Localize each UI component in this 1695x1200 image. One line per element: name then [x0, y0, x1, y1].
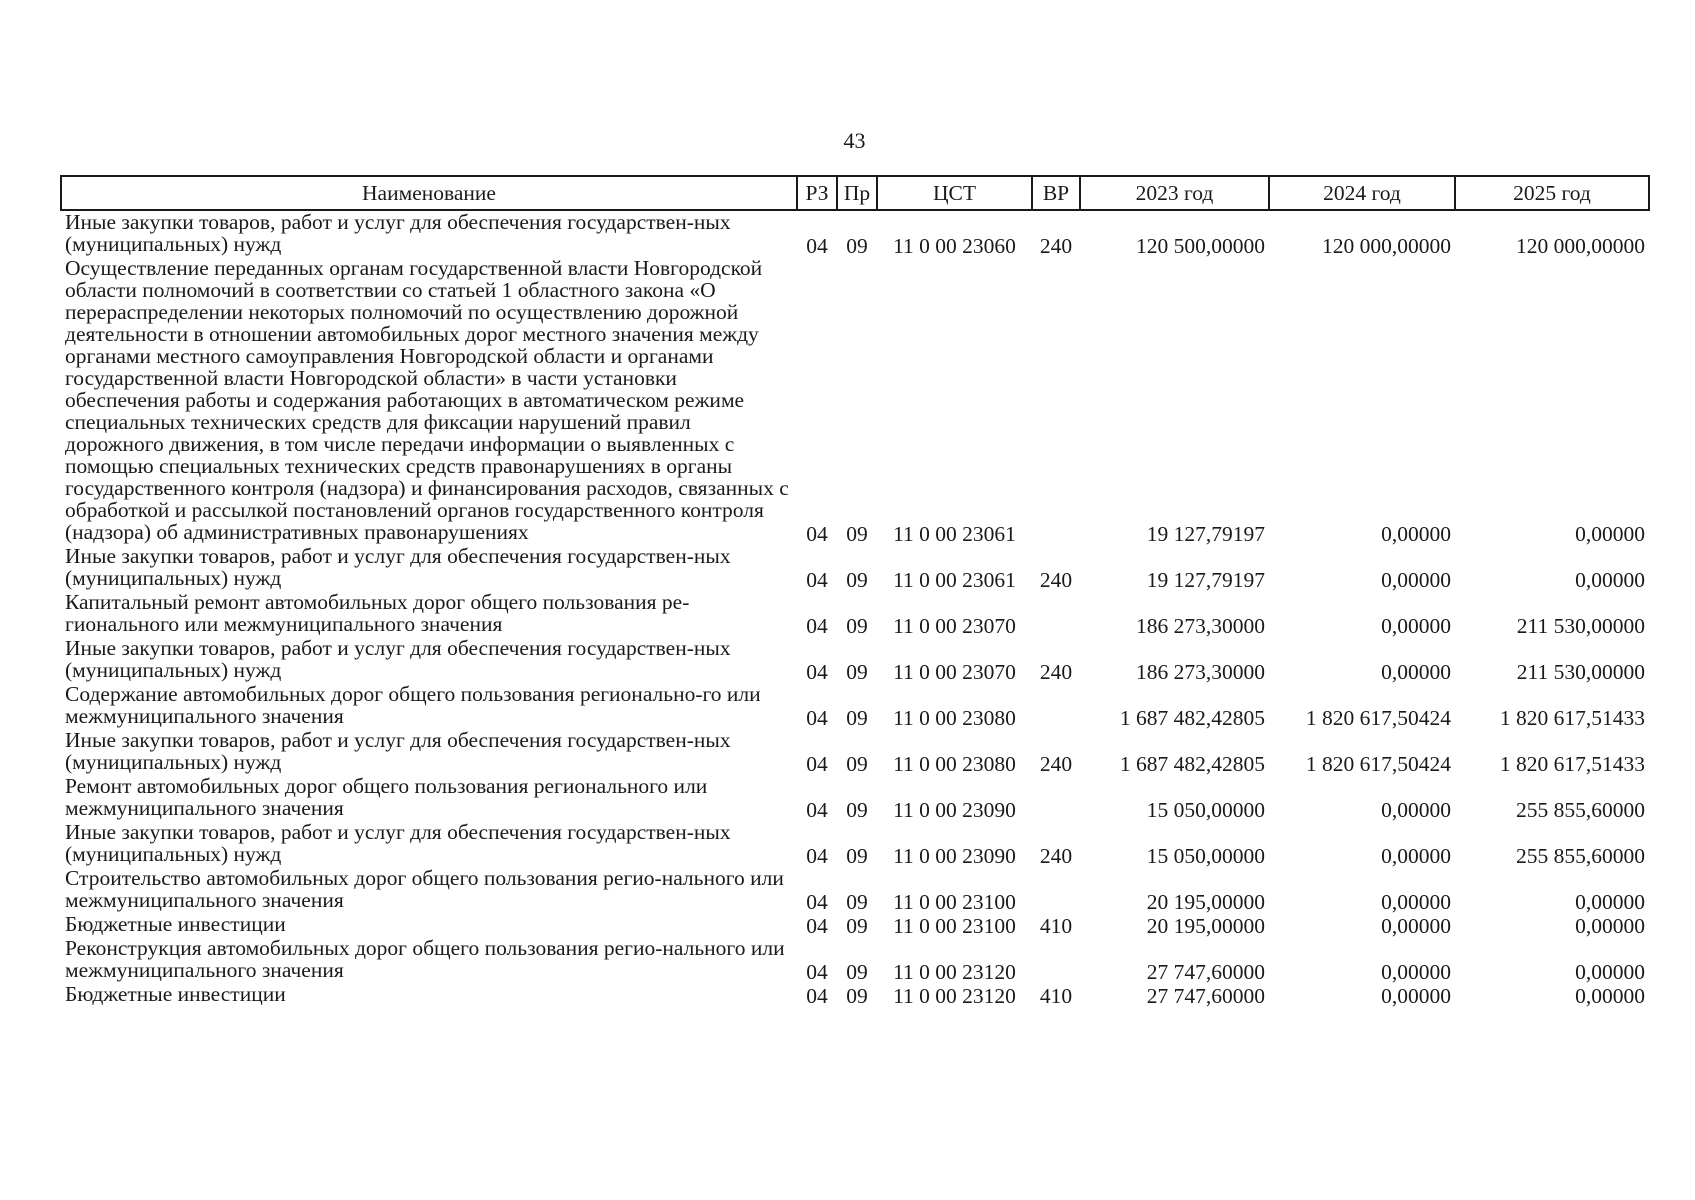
row-cst: 11 0 00 23100: [893, 890, 1016, 914]
row-pr: 09: [846, 522, 868, 546]
row-cst: 11 0 00 23100: [893, 914, 1016, 938]
row-pr: 09: [846, 798, 868, 822]
header-2024: 2024 год: [1269, 176, 1455, 210]
row-name: Строительство автомобильных дорог общего пользования регио-нального или межмуниципального значения: [65, 866, 784, 912]
row-value-2025: 0,00000: [1575, 960, 1645, 984]
row-rz: 04: [806, 522, 828, 546]
row-pr: 09: [846, 844, 868, 868]
row-pr: 09: [846, 614, 868, 638]
row-vr: 240: [1039, 844, 1073, 868]
row-rz: 04: [806, 752, 828, 776]
row-rz: 04: [806, 914, 828, 938]
table-header-row: [61, 176, 1649, 210]
row-value-2024: 0,00000: [1381, 660, 1451, 684]
row-value-2023: 19 127,79197: [1146, 568, 1265, 592]
row-name: Капитальный ремонт автомобильных дорог общего пользования ре-гионального или межмуниципального значения: [65, 590, 690, 636]
row-vr: [1032, 867, 1080, 913]
row-name: Ремонт автомобильных дорог общего пользования регионального или межмуниципального значения: [65, 774, 708, 820]
row-value-2024: 0,00000: [1381, 798, 1451, 822]
header-2025: 2025 год: [1455, 176, 1649, 210]
row-rz: 04: [806, 234, 828, 258]
row-pr: 09: [846, 960, 868, 984]
row-vr: 410: [1039, 914, 1073, 938]
row-value-2024: 1 820 617,50424: [1305, 706, 1451, 730]
row-value-2024: 1 820 617,50424: [1305, 752, 1451, 776]
table-row: [61, 729, 1649, 775]
row-value-2023: 15 050,00000: [1146, 798, 1265, 822]
row-value-2023: 19 127,79197: [1146, 522, 1265, 546]
row-value-2023: 27 747,60000: [1146, 960, 1265, 984]
table-row: [61, 821, 1649, 867]
row-vr: 240: [1039, 752, 1073, 776]
row-value-2024: 0,00000: [1381, 914, 1451, 938]
table-row: [61, 683, 1649, 729]
row-vr: 240: [1039, 234, 1073, 258]
row-value-2023: 186 273,30000: [1136, 614, 1265, 638]
row-value-2024: 0,00000: [1381, 568, 1451, 592]
row-value-2025: 0,00000: [1575, 890, 1645, 914]
row-value-2024: 0,00000: [1381, 960, 1451, 984]
row-value-2024: 0,00000: [1381, 614, 1451, 638]
row-vr: 410: [1039, 984, 1073, 1008]
row-name: Реконструкция автомобильных дорог общего пользования регио-нального или межмуниципального значения: [65, 936, 785, 982]
row-name: Иные закупки товаров, работ и услуг для обеспечения государствен-ных (муниципальных) нужд: [65, 636, 731, 682]
row-name: Содержание автомобильных дорог общего пользования регионально-го или межмуниципального значения: [65, 682, 761, 728]
row-rz: 04: [806, 960, 828, 984]
row-value-2025: 0,00000: [1575, 568, 1645, 592]
row-pr: 09: [846, 984, 868, 1008]
table-row: [61, 257, 1649, 545]
row-cst: 11 0 00 23080: [893, 752, 1016, 776]
row-rz: 04: [806, 660, 828, 684]
table-body: [61, 210, 1649, 1007]
row-value-2023: 1 687 482,42805: [1119, 706, 1265, 730]
row-value-2025: 120 000,00000: [1516, 234, 1645, 258]
header-pr: Пр: [837, 176, 877, 210]
row-name: Осуществление переданных органам государственной власти Новгородской области полномочий в соответствии со статьей 1 областного закона «О перераспределении некоторых полномочий по осуществлению дорожной деятельности в отношении автомобильных дорог местного значения между органами местного самоуправления Новгородской области и органами государственной власти Новгородской области» в части установки обеспечения работы и содержания работающих в автоматическом режиме специальных технических средств для фиксации нарушений правил дорожного движения, в том числе передачи информации о выявленных с помощью специальных технических средств правонарушениях в органы государственного контроля (надзора) и финансирования расходов, связанных с обработкой и рассылкой постановлений органов государственного контроля (надзора) об административных правонарушениях: [65, 256, 789, 544]
row-vr: 240: [1039, 660, 1073, 684]
row-cst: 11 0 00 23120: [893, 960, 1016, 984]
row-name: Иные закупки товаров, работ и услуг для обеспечения государствен-ных (муниципальных) нужд: [65, 820, 731, 866]
row-cst: 11 0 00 23061: [893, 522, 1016, 546]
row-value-2024: 120 000,00000: [1322, 234, 1451, 258]
row-rz: 04: [806, 614, 828, 638]
row-rz: 04: [806, 706, 828, 730]
row-value-2023: 186 273,30000: [1136, 660, 1265, 684]
row-value-2023: 27 747,60000: [1146, 984, 1265, 1008]
table-row: [61, 775, 1649, 821]
row-pr: 09: [846, 234, 868, 258]
row-value-2025: 255 855,60000: [1516, 798, 1645, 822]
row-value-2023: 120 500,00000: [1136, 234, 1265, 258]
row-vr: [1032, 257, 1080, 545]
row-value-2024: 0,00000: [1381, 522, 1451, 546]
row-rz: 04: [806, 798, 828, 822]
row-cst: 11 0 00 23090: [893, 844, 1016, 868]
row-pr: 09: [846, 568, 868, 592]
table-row: [61, 983, 1649, 1007]
row-name: Бюджетные инвестиции: [65, 912, 286, 936]
row-rz: 04: [806, 890, 828, 914]
row-value-2023: 20 195,00000: [1146, 890, 1265, 914]
row-value-2025: 0,00000: [1575, 522, 1645, 546]
row-cst: 11 0 00 23060: [893, 234, 1016, 258]
row-vr: [1032, 591, 1080, 637]
table-row: [61, 937, 1649, 983]
row-value-2023: 20 195,00000: [1146, 914, 1265, 938]
row-value-2025: 0,00000: [1575, 984, 1645, 1008]
row-value-2023: 15 050,00000: [1146, 844, 1265, 868]
row-pr: 09: [846, 752, 868, 776]
row-value-2024: 0,00000: [1381, 984, 1451, 1008]
row-value-2025: 0,00000: [1575, 914, 1645, 938]
page-number: 43: [843, 128, 866, 153]
header-cst: ЦСТ: [877, 176, 1032, 210]
row-vr: 240: [1039, 568, 1073, 592]
row-pr: 09: [846, 660, 868, 684]
row-cst: 11 0 00 23080: [893, 706, 1016, 730]
row-name: Иные закупки товаров, работ и услуг для обеспечения государствен-ных (муниципальных) нужд: [65, 544, 731, 590]
row-vr: [1032, 683, 1080, 729]
row-vr: [1032, 775, 1080, 821]
header-name: Наименование: [61, 176, 797, 210]
row-pr: 09: [846, 890, 868, 914]
row-cst: 11 0 00 23070: [893, 614, 1016, 638]
row-value-2025: 1 820 617,51433: [1499, 752, 1645, 776]
table-row: [61, 210, 1649, 257]
table-row: [61, 867, 1649, 913]
row-name: Иные закупки товаров, работ и услуг для обеспечения государствен-ных (муниципальных) нужд: [65, 728, 731, 774]
row-value-2025: 211 530,00000: [1516, 614, 1645, 638]
header-vr: ВР: [1032, 176, 1080, 210]
row-value-2025: 211 530,00000: [1516, 660, 1645, 684]
header-2023: 2023 год: [1080, 176, 1269, 210]
row-value-2025: 1 820 617,51433: [1499, 706, 1645, 730]
row-cst: 11 0 00 23070: [893, 660, 1016, 684]
row-value-2024: 0,00000: [1381, 890, 1451, 914]
row-value-2023: 1 687 482,42805: [1119, 752, 1265, 776]
table-row: [61, 637, 1649, 683]
table-row: [61, 545, 1649, 591]
row-cst: 11 0 00 23120: [893, 984, 1016, 1008]
header-rz: РЗ: [797, 176, 837, 210]
row-vr: [1032, 937, 1080, 983]
table-row: [61, 913, 1649, 937]
row-rz: 04: [806, 844, 828, 868]
row-rz: 04: [806, 984, 828, 1008]
table-row: [61, 591, 1649, 637]
row-cst: 11 0 00 23090: [893, 798, 1016, 822]
row-pr: 09: [846, 706, 868, 730]
row-cst: 11 0 00 23061: [893, 568, 1016, 592]
row-value-2025: 255 855,60000: [1516, 844, 1645, 868]
row-name: Иные закупки товаров, работ и услуг для обеспечения государствен-ных (муниципальных) нужд: [65, 210, 731, 256]
row-pr: 09: [846, 914, 868, 938]
row-name: Бюджетные инвестиции: [65, 982, 286, 1006]
row-value-2024: 0,00000: [1381, 844, 1451, 868]
budget-table: [60, 175, 1650, 1007]
row-rz: 04: [806, 568, 828, 592]
